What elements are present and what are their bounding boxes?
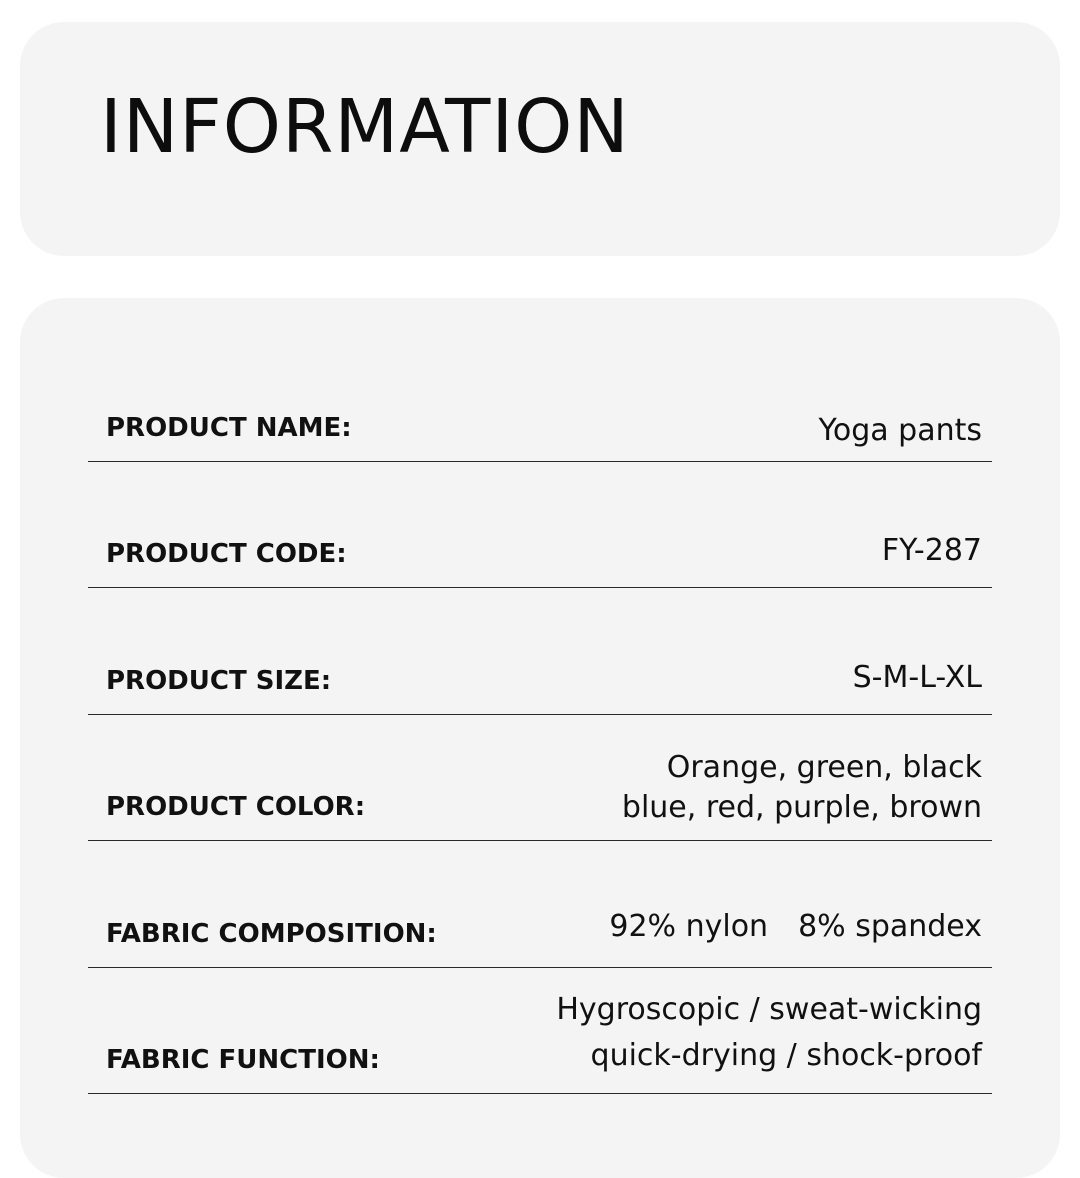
page-title: INFORMATION (100, 84, 630, 170)
spec-value (622, 748, 982, 828)
spec-value-line: quick-drying / shock-proof (590, 1038, 982, 1073)
spec-value-line: S-M-L-XL (852, 660, 982, 695)
spec-value (882, 531, 982, 571)
spec-label: PRODUCT SIZE: (106, 666, 332, 696)
spec-row-fabric-composition (88, 841, 992, 968)
spec-value (819, 411, 983, 451)
spec-label: PRODUCT NAME: (106, 413, 352, 443)
spec-row-product-name (88, 335, 992, 462)
spec-row-product-code (88, 461, 992, 588)
spec-row-product-size (88, 588, 992, 715)
spec-value-line: FY-287 (881, 533, 982, 568)
product-info-card (20, 298, 1060, 1178)
spec-row-fabric-function (88, 967, 992, 1094)
spec-row-product-color (88, 714, 992, 841)
spec-value-line: Hygroscopic / sweat-wicking (556, 992, 982, 1027)
spec-value-line: Yoga pants (818, 413, 982, 448)
fabric-spandex: 8% spandex (798, 909, 982, 944)
spec-value (609, 907, 982, 947)
spec-value (853, 658, 982, 698)
fabric-nylon: 92% nylon (609, 909, 769, 944)
spec-value (556, 987, 982, 1079)
spec-value-line: Orange, green, black (666, 750, 982, 785)
spec-label: PRODUCT COLOR: (106, 792, 366, 822)
spec-value-line (609, 907, 982, 947)
spec-label: FABRIC FUNCTION: (106, 1045, 380, 1075)
header-card (20, 22, 1060, 256)
spec-label: FABRIC COMPOSITION: (106, 919, 437, 949)
spec-value-line: blue, red, purple, brown (621, 790, 982, 825)
spec-label: PRODUCT CODE: (106, 539, 347, 569)
